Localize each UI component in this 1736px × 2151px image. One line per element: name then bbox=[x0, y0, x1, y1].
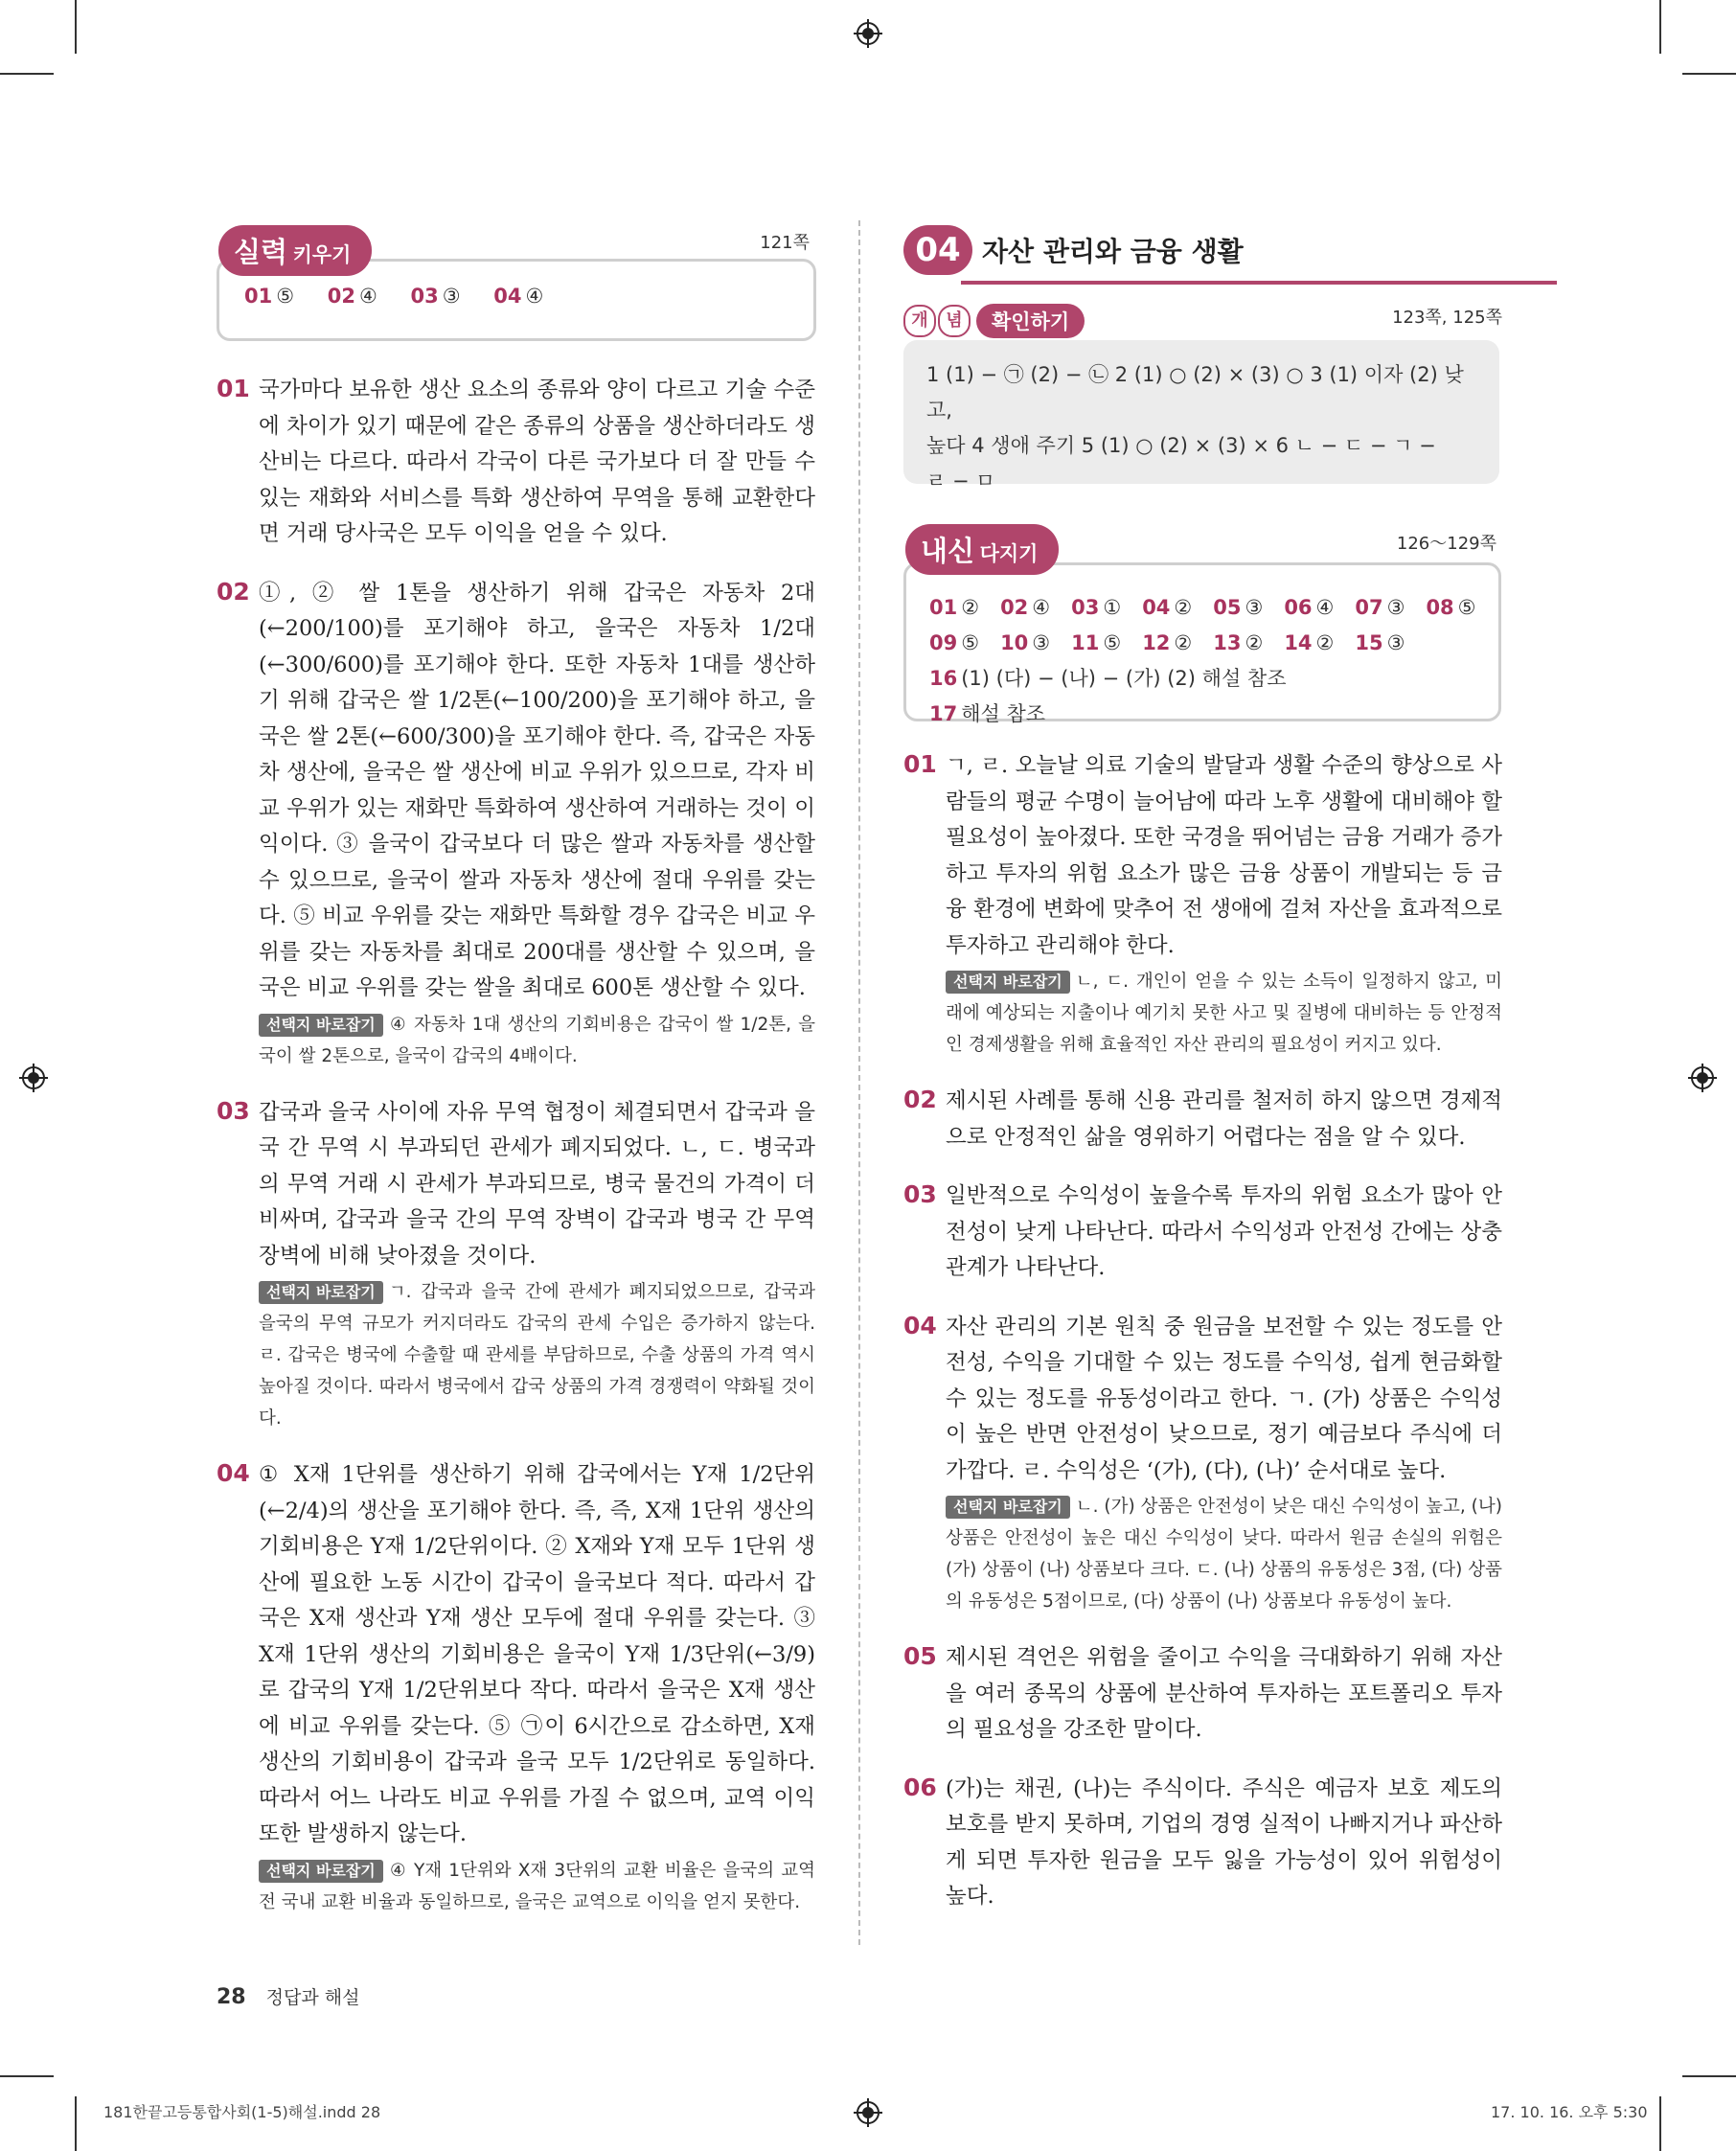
question-explanation: 갑국과 을국 사이에 자유 무역 협정이 체결되면서 갑국과 을국 간 무역 시 부과되던 관세가 폐지되었다. ㄴ, ㄷ. 병국과의 무역 거래 시 관세가 부과되므로, 병국 물건의 가격이 더 비싸며, 갑국과 을국 간의 무역 장벽이 갑국과 병국 간 무역 장벽에 비해 낮아졌을 것이다. bbox=[259, 1099, 815, 1269]
chapter-header bbox=[903, 225, 1502, 292]
answer-item: 11 ⑤ bbox=[1071, 631, 1122, 654]
concept-line: ㄹ − ㅁ bbox=[926, 469, 995, 492]
question-number: 03 bbox=[903, 1180, 937, 1208]
question-block bbox=[217, 1457, 815, 1918]
question-number: 05 bbox=[903, 1642, 937, 1670]
correction-note bbox=[946, 966, 1502, 1061]
chapter-underline bbox=[961, 281, 1557, 285]
question-explanation: 일반적으로 수익성이 높을수록 투자의 위험 요소가 많아 안전성이 낮게 나타난다. 따라서 수익성과 안전성 간에는 상충 관계가 나타난다. bbox=[946, 1183, 1502, 1280]
answer-item: 03 ③ bbox=[410, 285, 461, 308]
skill-section-header bbox=[217, 216, 815, 350]
question-explanation: 제시된 격언은 위험을 줄이고 수익을 극대화하기 위해 자산을 여러 종목의 상품에 분산하여 투자하는 포트폴리오 투자의 필요성을 강조한 말이다. bbox=[946, 1645, 1502, 1742]
question-block bbox=[217, 576, 815, 1072]
question-block bbox=[217, 1095, 815, 1435]
internal-page-ref: 126～129쪽 bbox=[1396, 534, 1496, 554]
question-block bbox=[903, 748, 1502, 1061]
question-explanation: ①, ② 쌀 1톤을 생산하기 위해 갑국은 자동차 2대(←200/100)를 포기해야 하고, 을국은 자동차 1/2대(←300/600)를 포기해야 한다. 또한 자동차 1대를 생산하기 위해 갑국은 쌀 1/2톤(←100/200)을 포기해야 하고, 을국은 쌀 2톤(←600/300)을 포기해야 한다. 즉, 갑국은 자동차 생산에, 을국은 쌀 생산에 비교 우위가 있으므로, 각자 비교 우위가 있는 재화만 특화하여 생산하여 거래하는 것이 이익이다. ③ 을국이 갑국보다 더 많은 쌀과 자동차를 생산할 수 있으므로, 을국이 쌀과 자동차 생산에 절대 우위를 갖는다. ⑤ 비교 우위를 갖는 재화만 특화할 경우 갑국은 비교 우위를 갖는 자동차를 최대로 200대를 생산할 수 있으며, 을국은 비교 우위를 갖는 쌀을 최대로 600톤 생산할 수 있다. bbox=[259, 580, 815, 1000]
internal-answer-row: 16 (1) (다) − (나) − (가) (2) 해설 참조 17 해설 참조 bbox=[929, 667, 1287, 725]
answer-item: 09 ⑤ bbox=[929, 631, 980, 654]
column-divider bbox=[858, 220, 860, 1945]
correction-text: ㄱ. 갑국과 을국 간에 관세가 폐지되었으므로, 갑국과 을국의 무역 규모가 커지더라도 갑국의 관세 수입은 증가하지 않는다. ㄹ. 갑국은 병국에 수출할 때 관세를 부담하므로, 수출 상품의 가격 역시 높아질 것이다. 따라서 병국에서 갑국 상품의 가격 경쟁력이 약화될 것이다. bbox=[259, 1282, 815, 1429]
chapter-title: 자산 관리와 금융 생활 bbox=[982, 236, 1244, 267]
question-block bbox=[903, 1640, 1502, 1749]
question-explanation: 자산 관리의 기본 원칙 중 원금을 보전할 수 있는 정도를 안전성, 수익을 기대할 수 있는 정도를 수익성, 쉽게 현금화할 수 있는 정도를 유동성이라고 한다. ㄱ. (가) 상품은 수익성이 높은 반면 안전성이 낮으므로, 정기 예금보다 주식에 더 가깝다. ㄹ. 수익성은 ‘(가), (다), (나)’ 순서대로 높다. bbox=[946, 1314, 1502, 1483]
answer-item: 03 ① bbox=[1071, 596, 1122, 619]
question-block bbox=[903, 1178, 1502, 1287]
internal-answer-box bbox=[903, 562, 1501, 725]
registration-mark-right-icon bbox=[1688, 1064, 1717, 1092]
answer-item: 02 ④ bbox=[327, 285, 377, 308]
footer-section: 정답과 해설 bbox=[265, 1987, 360, 2008]
answer-item: 04 ② bbox=[1142, 596, 1193, 619]
left-column bbox=[217, 216, 815, 1918]
question-number: 06 bbox=[903, 1773, 937, 1801]
answer-item: 04 ④ bbox=[493, 285, 544, 308]
answer-item: 07 ③ bbox=[1355, 596, 1405, 619]
answer-item: 05 ③ bbox=[1213, 596, 1264, 619]
correction-note bbox=[259, 1855, 815, 1918]
question-explanation: ① X재 1단위를 생산하기 위해 갑국에서는 Y재 1/2단위(←2/4)의 생산을 포기해야 한다. 즉, 즉, X재 1단위 생산의 기회비용은 Y재 1/2단위이다. ② X재와 Y재 모두 1단위 생산에 필요한 노동 시간이 갑국이 을국보다 적다. 따라서 갑국은 X재 생산과 Y재 생산 모두에 절대 우위를 갖는다. ③ X재 1단위 생산의 기회비용은 을국이 Y재 1/3단위(←3/9)로 갑국의 Y재 1/2단위보다 작다. 따라서 을국은 X재 생산에 비교 우위를 갖는다. ⑤ ㉠이 6시간으로 감소하면, X재 생산의 기회비용이 갑국과 을국 모두 1/2단위로 동일하다. 따라서 어느 나라도 비교 우위를 가질 수 없으며, 교역 이익 또한 발생하지 않는다. bbox=[259, 1462, 815, 1846]
answer-item: 02 ④ bbox=[1000, 596, 1051, 619]
question-explanation: ㄱ, ㄹ. 오늘날 의료 기술의 발달과 생활 수준의 향상으로 사람들의 평균 수명이 늘어남에 따라 노후 생활에 대비해야 할 필요성이 높아졌다. 또한 국경을 뛰어넘는 금융 거래가 증가하고 투자의 위험 요소가 많은 금융 상품이 개발되는 등 금융 환경에 변화에 맞추어 전 생애에 걸쳐 자산을 효과적으로 투자하고 관리해야 한다. bbox=[946, 753, 1502, 958]
correction-label: 선택지 바로잡기 bbox=[946, 1496, 1070, 1519]
right-column bbox=[903, 225, 1502, 1915]
correction-note bbox=[259, 1009, 815, 1072]
question-number: 03 bbox=[217, 1096, 250, 1125]
question-number: 01 bbox=[903, 750, 937, 778]
correction-label: 선택지 바로잡기 bbox=[259, 1281, 383, 1304]
question-explanation: (가)는 채권, (나)는 주식이다. 주식은 예금자 보호 제도의 보호를 받지 못하며, 기업의 경영 실적이 나빠지거나 파산하게 되면 투자한 원금을 모두 잃을 가능성이 있어 위험성이 높다. bbox=[946, 1775, 1502, 1909]
answer-item: 15 ③ bbox=[1355, 631, 1405, 654]
skill-section-title: 실력 키우기 bbox=[218, 225, 372, 276]
concept-section bbox=[903, 298, 1502, 490]
concept-line: 1 (1) − ㉠ (2) − ㉡ 2 (1) ○ (2) × (3) ○ 3 (1) 이자 (2) 낮고, bbox=[926, 363, 1464, 422]
internal-section-title: 내신 다지기 bbox=[905, 524, 1059, 575]
registration-mark-left-icon bbox=[19, 1064, 48, 1092]
answer-item: 14 ② bbox=[1284, 631, 1335, 654]
question-explanation: 제시된 사례를 통해 신용 관리를 철저히 하지 않으면 경제적으로 안정적인 삶을 영위하기 어렵다는 점을 알 수 있다. bbox=[946, 1088, 1502, 1150]
concept-title: 개 념 확인하기 bbox=[903, 304, 1085, 338]
concept-answer-box bbox=[903, 340, 1499, 492]
page-number: 28 bbox=[217, 1985, 246, 2009]
internal-answer-row bbox=[929, 626, 1498, 661]
question-explanation: 국가마다 보유한 생산 요소의 종류와 양이 다르고 기술 수준에 차이가 있기 때문에 같은 종류의 상품을 생산하더라도 생산비는 다르다. 따라서 각국이 다른 국가보다 더 잘 만들 수 있는 재화와 서비스를 특화 생산하여 무역을 통해 교환한다면 거래 당사국은 모두 이익을 얻을 수 있다. bbox=[259, 378, 815, 546]
internal-answer-row bbox=[929, 590, 1498, 626]
concept-page-ref: 123쪽, 125쪽 bbox=[1392, 308, 1502, 328]
print-stamp: 17. 10. 16. 오후 5:30 bbox=[1491, 2103, 1648, 2121]
answer-item: 12 ② bbox=[1142, 631, 1193, 654]
chapter-number: 04 bbox=[903, 225, 972, 275]
correction-note bbox=[259, 1276, 815, 1434]
question-number: 04 bbox=[903, 1311, 937, 1339]
correction-text: ㄴ. (가) 상품은 안전성이 낮은 대신 수익성이 높고, (나) 상품은 안전성이 높은 대신 수익성이 낮다. 따라서 원금 손실의 위험은 (가) 상품이 (나) 상품보다 크다. ㄷ. (나) 상품의 유동성은 3점, (다) 상품의 유동성은 5점이므로, (다) 상품이 (나) 상품보다 유동성이 높다. bbox=[946, 1497, 1502, 1612]
correction-note bbox=[946, 1491, 1502, 1617]
skill-page-ref: 121쪽 bbox=[760, 233, 810, 253]
answer-item: 08 ⑤ bbox=[1426, 596, 1476, 619]
question-number: 02 bbox=[903, 1086, 937, 1113]
skill-answer-row bbox=[244, 285, 570, 308]
question-block bbox=[903, 1084, 1502, 1156]
internal-section bbox=[903, 524, 1502, 725]
correction-label: 선택지 바로잡기 bbox=[946, 971, 1070, 994]
question-block bbox=[903, 1772, 1502, 1915]
correction-text: ④ Y재 1단위와 X재 3단위의 교환 비율은 을국의 교역 전 국내 교환 비율과 동일하므로, 을국은 교역으로 이익을 얻지 못한다. bbox=[259, 1860, 815, 1912]
correction-text: ㄴ, ㄷ. 개인이 얻을 수 있는 소득이 일정하지 않고, 미래에 예상되는 지출이나 예기치 못한 사고 및 질병에 대비하는 등 안정적인 경제생활을 위해 효율적인 자산 관리의 필요성이 커지고 있다. bbox=[946, 972, 1502, 1055]
registration-mark-top-icon bbox=[854, 19, 882, 48]
answer-item: 13 ② bbox=[1213, 631, 1264, 654]
question-block bbox=[217, 373, 815, 553]
file-slug: 181한끝고등통합사회(1-5)해설.indd 28 bbox=[103, 2103, 381, 2121]
registration-mark-bottom-icon bbox=[854, 2098, 882, 2127]
question-number: 04 bbox=[217, 1459, 250, 1487]
concept-line: 높다 4 생애 주기 5 (1) ○ (2) × (3) × 6 ㄴ − ㄷ − ㄱ − bbox=[926, 434, 1436, 457]
answer-item: 01 ② bbox=[929, 596, 980, 619]
question-block bbox=[903, 1310, 1502, 1618]
correction-label: 선택지 바로잡기 bbox=[259, 1014, 383, 1037]
answer-item: 06 ④ bbox=[1284, 596, 1335, 619]
question-number: 01 bbox=[217, 375, 250, 402]
correction-label: 선택지 바로잡기 bbox=[259, 1860, 383, 1883]
answer-item: 10 ③ bbox=[1000, 631, 1051, 654]
answer-item: 01 ⑤ bbox=[244, 285, 295, 308]
question-number: 02 bbox=[217, 577, 250, 606]
correction-text: ④ 자동차 1대 생산의 기회비용은 갑국이 쌀 1/2톤, 을국이 쌀 2톤으로, 을국이 갑국의 4배이다. bbox=[259, 1014, 815, 1066]
page-footer bbox=[217, 1983, 359, 2009]
